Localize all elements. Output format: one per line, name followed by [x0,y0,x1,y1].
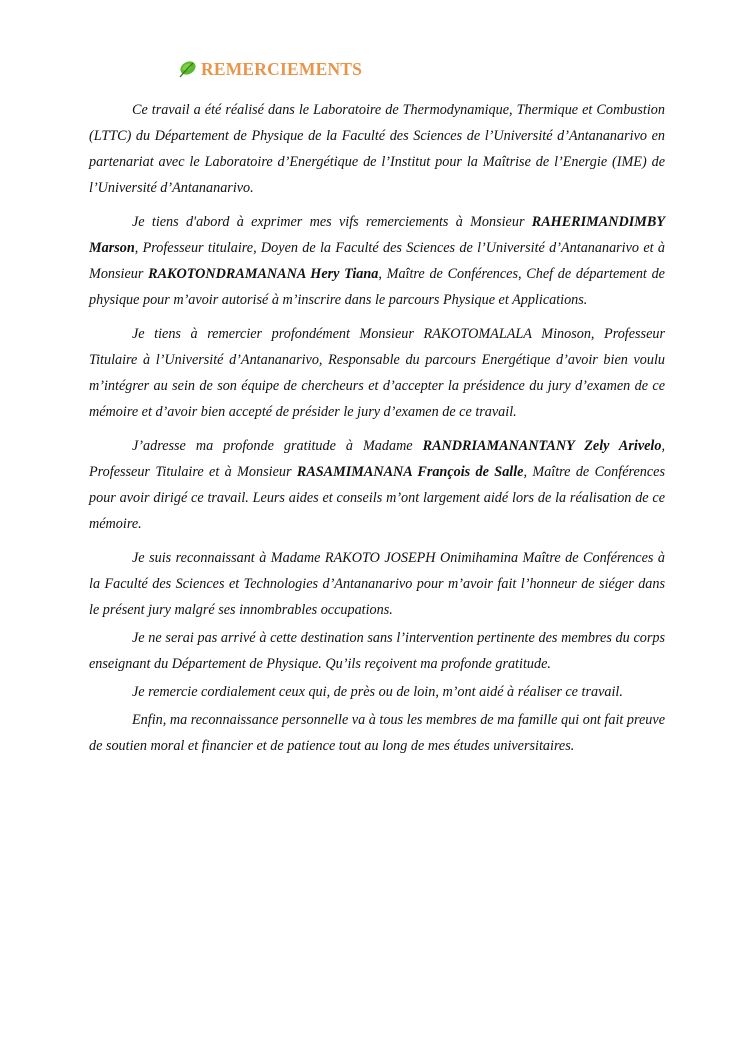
paragraph-2-bold-name-2: RAKOTONDRAMANANA Hery Tiana [148,266,379,282]
paragraph-7 [89,679,665,705]
paragraph-8-text: Enfin, ma reconnaissance personnelle va à tous les membres de ma famille qui ont fait preuve de soutien moral et financier et de patience tout au long de mes études universitaires. [89,712,665,754]
paragraph-4-text-3: , Maître de Conférences pour avoir dirigé ce travail. Leurs aides et conseils m’ont largement aidé lors de la réalisation de ce mémoire. [89,464,665,532]
paragraph-4-bold-name-1: RANDRIAMANANTANY Zely Arivelo [422,438,662,454]
paragraph-1-text: Ce travail a été réalisé dans le Laboratoire de Thermodynamique, Thermique et Combustion (LTTC) du Département de Physique de la Faculté des Sciences de l’Université d’Antananarivo en partenariat avec le Laboratoire d’Energétique de l’Institut pour la Maîtrise de l’Energie (IME) de l’Université d’Antananarivo. [89,102,665,196]
paragraph-7-text: Je remercie cordialement ceux qui, de près ou de loin, m’ont aidé à réaliser ce travail. [132,684,623,700]
paragraph-1 [89,97,665,201]
paragraph-3-text: Je tiens à remercier profondément Monsieur RAKOTOMALALA Minoson, Professeur Titulaire à l’Université d’Antananarivo, Responsable du parcours Energétique d’avoir bien voulu m’intégrer au sein de son équipe de chercheurs et d’accepter la présidence du jury d’examen de ce mémoire et d’avoir bien accepté de présider le jury d’examen de ce travail. [89,326,665,420]
paragraph-8 [89,707,665,759]
paragraph-2-text-3: , Maître de Conférences, Chef de département de physique pour m’avoir autorisé à m’inscrire dans le parcours Physique et Applications. [89,266,665,308]
paragraph-5-text: Je suis reconnaissant à Madame RAKOTO JOSEPH Onimihamina Maître de Conférences à la Faculté des Sciences et Technologies d’Antananarivo pour m’avoir fait l’honneur de siéger dans le présent jury malgré ses innombrables occupations. [89,550,665,618]
page-title: REMERCIEMENTS [201,58,363,79]
paragraph-3 [89,321,665,425]
paragraph-6 [89,625,665,677]
paragraph-6-text: Je ne serai pas arrivé à cette destination sans l’intervention pertinente des membres du corps enseignant du Département de Physique. Qu’ils reçoivent ma profonde gratitude. [89,630,665,672]
paragraph-2 [89,209,665,313]
title-row [176,58,362,80]
paragraph-2-bold-name-1: RAHERIMANDIMBY Marson [89,214,665,256]
paragraph-4-text-2: , Professeur Titulaire et à Monsieur [89,438,666,480]
leaf-icon [176,58,198,80]
paragraph-4-bold-name-2: RASAMIMANANA François de Salle [296,464,524,480]
acknowledgements-body [89,97,665,759]
paragraph-2-text-1: Je tiens d'abord à exprimer mes vifs remerciements à Monsieur [132,214,532,230]
paragraph-5 [89,545,665,623]
paragraph-2-text-2: , Professeur titulaire, Doyen de la Faculté des Sciences de l’Université d’Antananarivo et à Monsieur [89,240,665,282]
paragraph-4-text-1: J’adresse ma profonde gratitude à Madame [132,438,423,454]
paragraph-4 [89,433,665,537]
